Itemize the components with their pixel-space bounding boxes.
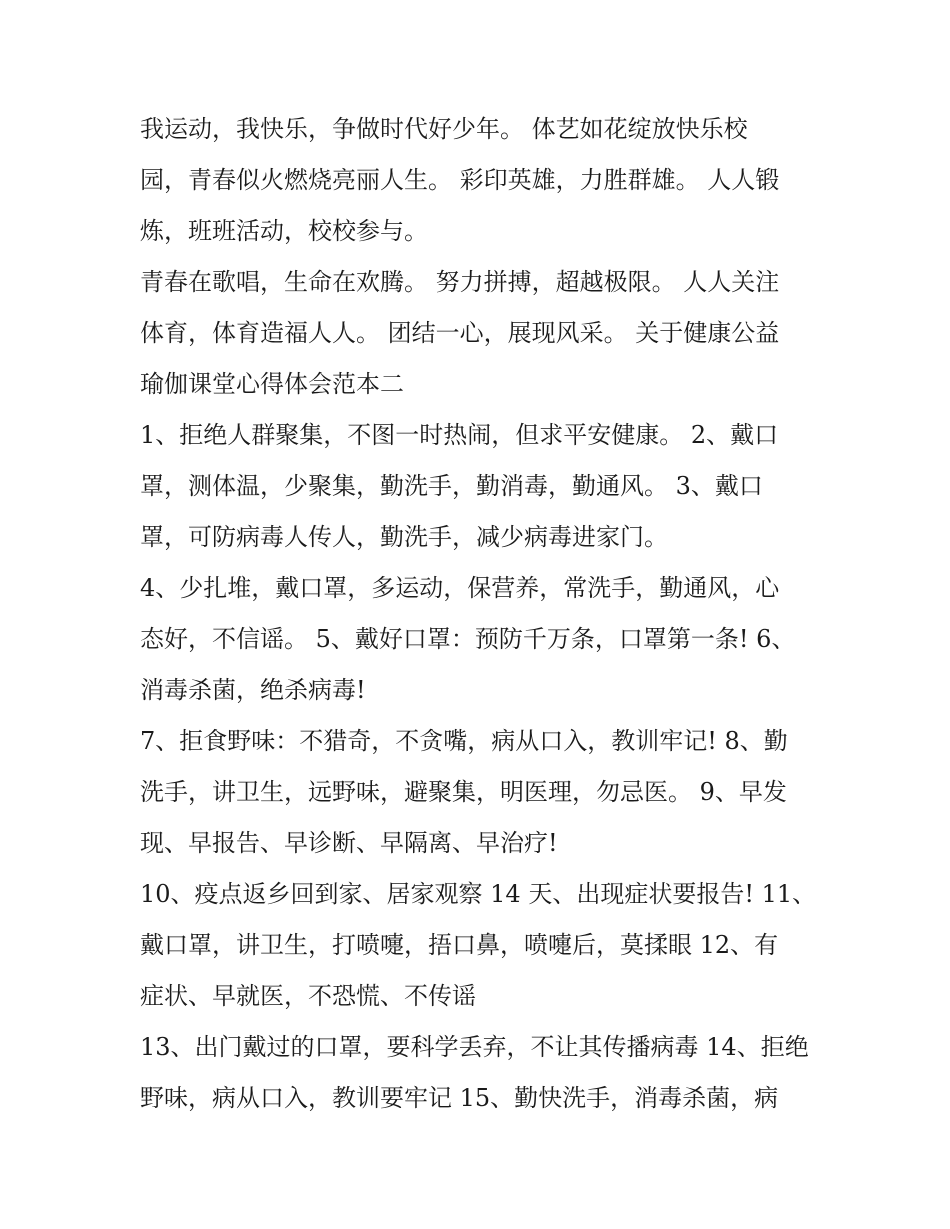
paragraph-health-slogans-13-15	[140, 1022, 810, 1124]
text-line: 炼，班班活动，校校参与。	[140, 217, 428, 245]
text-line: 症状、早就医，不恐慌、不传谣	[140, 982, 476, 1010]
text-line: 戴口罩，讲卫生，打喷嚏，捂口鼻，喷嚏后，莫揉眼 12、有	[140, 931, 779, 959]
text-line: 罩，可防病毒人传人，勤洗手，减少病毒进家门。	[140, 523, 668, 551]
text-line: 体育，体育造福人人。 团结一心，展现风采。 关于健康公益	[140, 319, 780, 347]
text-line: 园，青春似火燃烧亮丽人生。 彩印英雄，力胜群雄。 人人锻	[140, 166, 780, 194]
text-line: 态好，不信谣。 5、戴好口罩：预防千万条，口罩第一条! 6、	[140, 625, 796, 653]
text-line: 13、出门戴过的口罩，要科学丢弃，不让其传播病毒 14、拒绝	[140, 1033, 809, 1061]
text-line: 4、少扎堆，戴口罩，多运动，保营养，常洗手，勤通风，心	[140, 574, 780, 602]
text-line: 现、早报告、早诊断、早隔离、早治疗!	[140, 829, 558, 857]
paragraph-sports-slogans-1	[140, 104, 810, 257]
text-line: 10、疫点返乡回到家、居家观察 14 天、出现症状要报告! 11、	[140, 880, 817, 908]
paragraph-health-slogans-4-6	[140, 563, 810, 716]
document-body	[140, 104, 817, 1124]
paragraph-health-slogans-1-3	[140, 410, 810, 563]
text-line: 洗手，讲卫生，远野味，避聚集，明医理，勿忌医。 9、早发	[140, 778, 787, 806]
text-line: 青春在歌唱，生命在欢腾。 努力拼搏，超越极限。 人人关注	[140, 268, 780, 296]
paragraph-sports-slogans-2	[140, 257, 810, 410]
section-heading-line: 瑜伽课堂心得体会范本二	[140, 370, 404, 398]
text-line: 1、拒绝人群聚集，不图一时热闹，但求平安健康。 2、戴口	[140, 421, 779, 449]
paragraph-health-slogans-10-12	[140, 869, 817, 1022]
text-line: 罩，测体温，少聚集，勤洗手，勤消毒，勤通风。 3、戴口	[140, 472, 763, 500]
text-line: 消毒杀菌，绝杀病毒!	[140, 676, 366, 704]
text-line: 我运动，我快乐，争做时代好少年。 体艺如花绽放快乐校	[140, 115, 748, 143]
text-line: 野味，病从口入，教训要牢记 15、勤快洗手，消毒杀菌，病	[140, 1084, 779, 1112]
text-line: 7、拒食野味：不猎奇，不贪嘴，病从口入，教训牢记! 8、勤	[140, 727, 788, 755]
paragraph-health-slogans-7-9	[140, 716, 810, 869]
